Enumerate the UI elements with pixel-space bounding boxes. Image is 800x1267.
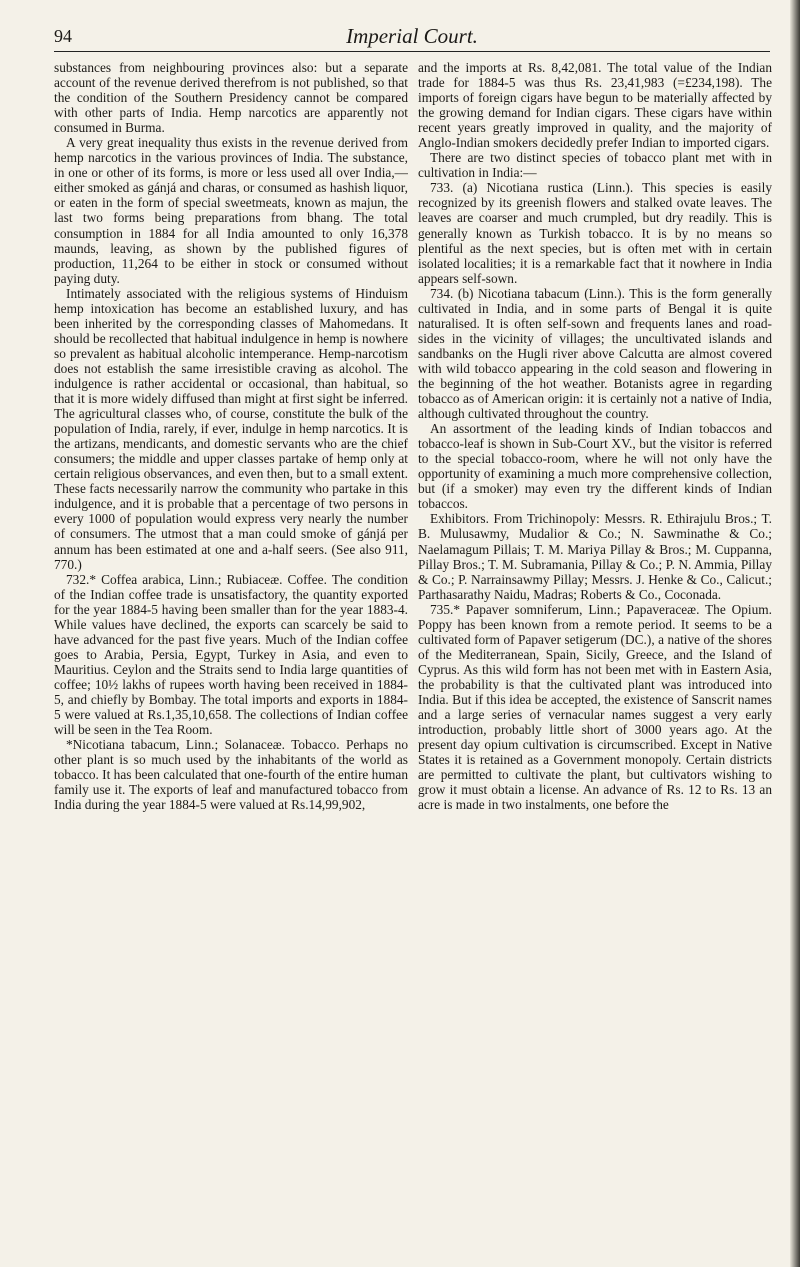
running-title: Imperial Court. — [346, 24, 478, 48]
paragraph-nicotiana: *Nicotiana tabacum, Linn.; Solanaceæ. Tobacco. Perhaps no other plant is so much used by the inhabitants of the world as tobacco. It has been calculated that one-fourth of the entire human family use it. The exports of leaf and manufactured tobacco from India during the year 1884-5 were valued at Rs.14,99,902, — [54, 737, 408, 813]
header-rule — [54, 51, 770, 52]
paragraph-733: 733. (a) Nicotiana rustica (Linn.). This species is easily recognized by its greenish flowers and stalked ovate leaves. The leaves are coarser and much crumpled, but dry readily. This is generally known as Turkish tobacco. It is by no means so plentiful as the next species, but is often met with in certain isolated localities; it is a remarkable fact that it nowhere in India appears self-sown. — [418, 180, 772, 286]
paragraph: substances from neighbouring provinces also: but a separate account of the revenue derived therefrom is not published, so that the condition of the Southern Presidency cannot be compared with other parts of India. Hemp narcotics are apparently not consumed in Burma. — [54, 60, 408, 136]
page-number: 94 — [54, 26, 72, 46]
paragraph-exhibitors: Exhibitors. From Trichinopoly: Messrs. R. Ethirajulu Bros.; T. B. Mulusawmy, Mudalior & Co.; N. Sawminathe & Co.; Naelamagum Pillais; T. M. Mariya Pillay & Bros.; M. Cuppanna, Pillay Bros.; T. M. Subramania, Pillay & Co.; P. N. Ammia, Pillay & Co.; P. Narrainsawmy Pillay; Messrs. J. Henke & Co., Calicut.; Parthasarathy Naidu, Madras; Roberts & Co., Coconada. — [418, 511, 772, 602]
paragraph: Intimately associated with the religious systems of Hinduism hemp intoxication has become an established luxury, and has been inherited by the corresponding classes of Mahomedans. It should be recollected that habitual indulgence in hemp is nowhere so prevalent as habitual alcoholic intemperance. Hemp-narcotism does not establish the same irresistible craving as alcohol. The indulgence is rather accidental or occasional, than habitual, so that it is more widely diffused than might at first sight be inferred. The agricultural classes who, of course, constitute the bulk of the population of India, rarely, if ever, indulge in hemp narcotics. It is the artizans, mendicants, and domestic servants who are the chief consumers; the middle and upper classes partake of hemp only at certain religious observances, and even then, but to a small extent. These facts necessarily narrow the community who partake in this indulgence, and it is probable that a percentage of two persons in every 1000 of population would express very nearly the number of consumers. The utmost that a man could smoke of gánjá per annum has been estimated at one and a-half seers. (See also 911, 770.) — [54, 285, 408, 572]
page-header — [54, 18, 770, 54]
paragraph: An assortment of the leading kinds of Indian tobaccos and tobacco-leaf is shown in Sub-Court XV., but the visitor is referred to the special tobacco-room, where he will not only have the opportunity of examining a much more comprehensive collection, but (if a smoker) may even try the different kinds of Indian tobaccos. — [418, 421, 772, 512]
paragraph: and the imports at Rs. 8,42,081. The total value of the Indian trade for 1884-5 was thus Rs. 23,41,983 (=£234,198). The imports of foreign cigars have begun to be materially affected by the growing demand for Indian cigars. These cigars have within recent years greatly improved in quality, and the majority of Anglo-Indian smokers decidedly prefer Indian to imported cigars. — [418, 60, 772, 151]
paragraph-coffea: 732.* Coffea arabica, Linn.; Rubiaceæ. Coffee. The condition of the Indian coffee trade is unsatisfactory, the quantity exported for the year 1884-5 having been smaller than for the year 1883-4. While values have declined, the exports can scarcely be said to have advanced for the past five years. Much of the Indian coffee goes to Arabia, Persia, Egypt, Turkey in Asia, and even to Mauritius. Ceylon and the Straits send to India large quantities of coffee; 10½ lakhs of rupees worth having been received in 1884-5, and chiefly by Bombay. The total imports and exports in 1884-5 were valued at Rs.1,35,10,658. The collections of Indian coffee will be seen in the Tea Room. — [54, 571, 408, 738]
paragraph-734: 734. (b) Nicotiana tabacum (Linn.). This is the form generally cultivated in India, and in some parts of Bengal it is quite naturalised. It is often self-sown and frequents lanes and road-sides in the vicinity of villages; the uncultivated islands and sandbanks on the Hugli river above Calcutta are almost covered with wild tobacco appearing in the cold season and flowering in the beginning of the hot weather. Botanists agree in regarding tobacco as of American origin: it is certainly not a native of India, although cultivated throughout the country. — [418, 285, 772, 422]
paragraph: There are two distinct species of tobacco plant met with in cultivation in India:— — [418, 150, 772, 181]
left-column — [54, 60, 408, 1255]
page-edge-shadow — [790, 0, 800, 1267]
right-column — [418, 60, 772, 1255]
paragraph: A very great inequality thus exists in the revenue derived from hemp narcotics in the various provinces of India. The substance, in one or other of its forms, is more or less used all over India,—either smoked as gánjá and charas, or consumed as hashish liquor, or eaten in the form of special sweetmeats, known as majun, the last two forms being preparations from bhang. The total consumption in 1884 for all India amounted to only 16,378 maunds, leaving, as shown by the published figures of production, 11,264 to be either in stock or consumed without paying duty. — [54, 135, 408, 286]
paragraph-735: 735.* Papaver somniferum, Linn.; Papaveraceæ. The Opium. Poppy has been known from a remote period. It seems to be a cultivated form of Papaver setigerum (DC.), a native of the shores of the Mediterranean, Spain, Sicily, Greece, and the Island of Cyprus. As this wild form has not been met with in Eastern Asia, the probability is that the cultivated plant was introduced into India. But if this idea be accepted, the existence of Sanscrit names and a large series of vernacular names suggest a very early introduction, probably little short of 3000 years ago. At the present day opium cultivation is circumscribed. Except in Native States it is retained as a Government monopoly. Certain districts are permitted to cultivate the plant, but cultivators wishing to grow it must obtain a license. An advance of Rs. 12 to Rs. 13 an acre is made in two instalments, one before the — [418, 601, 772, 813]
